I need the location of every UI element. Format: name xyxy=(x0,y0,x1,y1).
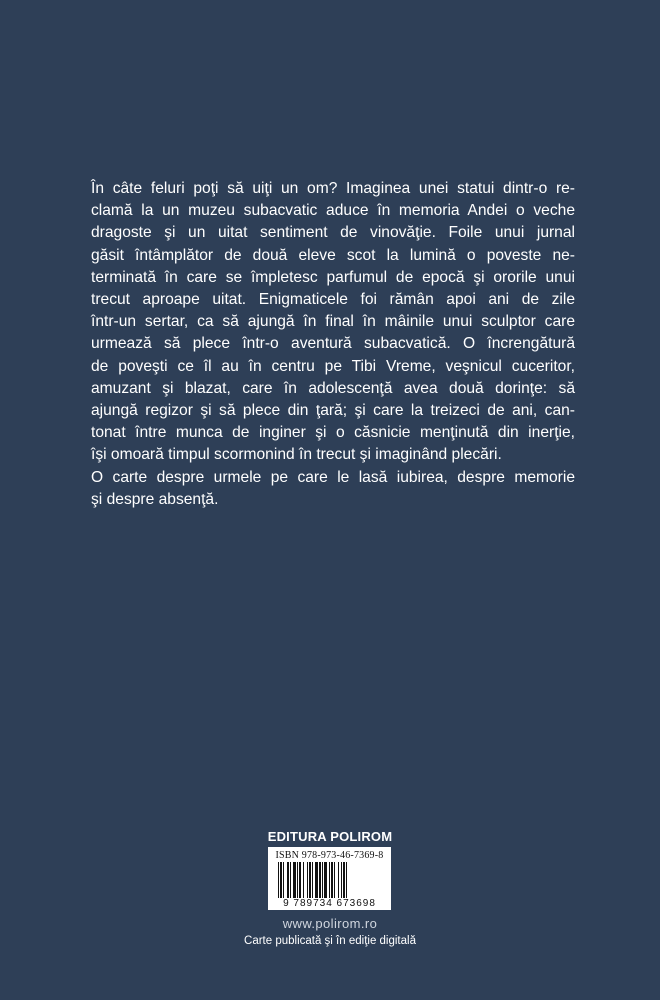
blurb-line: dragoste şi un uitat sentiment de vinovăţie. Foile unui jurnal xyxy=(91,224,575,242)
barcode-digits: 9 789734 673698 xyxy=(283,898,376,909)
blurb-line: şi despre absenţă. xyxy=(91,490,219,508)
blurb-line: terminată în care se împletesc parfumul de epocă şi ororile unui xyxy=(91,268,575,286)
blurb-line: tonat între munca de inginer şi o căsnicie menţinută din inerţie, xyxy=(91,424,575,442)
blurb-line: îşi omoară timpul scormonind în trecut şi imaginând plecări. xyxy=(91,446,502,464)
back-cover-blurb xyxy=(91,178,575,511)
blurb-line: O carte despre urmele pe care le lasă iubirea, despre memorie xyxy=(91,468,575,486)
blurb-line: urmează să plece într-o aventură subacvatică. O încrengătură xyxy=(91,335,575,353)
barcode-bars xyxy=(277,862,386,898)
blurb-line: ajungă regizor şi să plece din ţară; şi care la treizeci de ani, can- xyxy=(91,402,575,420)
publisher-website: www.polirom.ro xyxy=(282,916,378,931)
isbn-text: ISBN 978-973-46-7369-8 xyxy=(275,850,384,861)
barcode-label xyxy=(268,847,391,910)
blurb-line: clamă la un muzeu subacvatic aduce în memoria Andei o veche xyxy=(91,202,575,220)
blurb-line: într-un sertar, ca să ajungă în final în mâinile unui sculptor care xyxy=(91,313,575,331)
digital-edition-note: Carte publicată şi în ediţie digitală xyxy=(244,935,416,947)
blurb-line: găsit întâmplător de două eleve scot la lumină o poveste ne- xyxy=(91,246,575,264)
blurb-line: de poveşti ce îl au în centru pe Tibi Vreme, veşnicul cuceritor, xyxy=(91,357,575,375)
blurb-line: amuzant şi blazat, care în adolescenţă avea două dorinţe: să xyxy=(91,379,575,397)
publisher-name: EDITURA POLIROM xyxy=(267,829,393,844)
blurb-line: În câte feluri poţi să uiţi un om? Imaginea unei statui dintr-o re- xyxy=(91,180,575,197)
blurb-line: trecut aproape uitat. Enigmaticele foi rămân apoi ani de zile xyxy=(91,291,575,309)
